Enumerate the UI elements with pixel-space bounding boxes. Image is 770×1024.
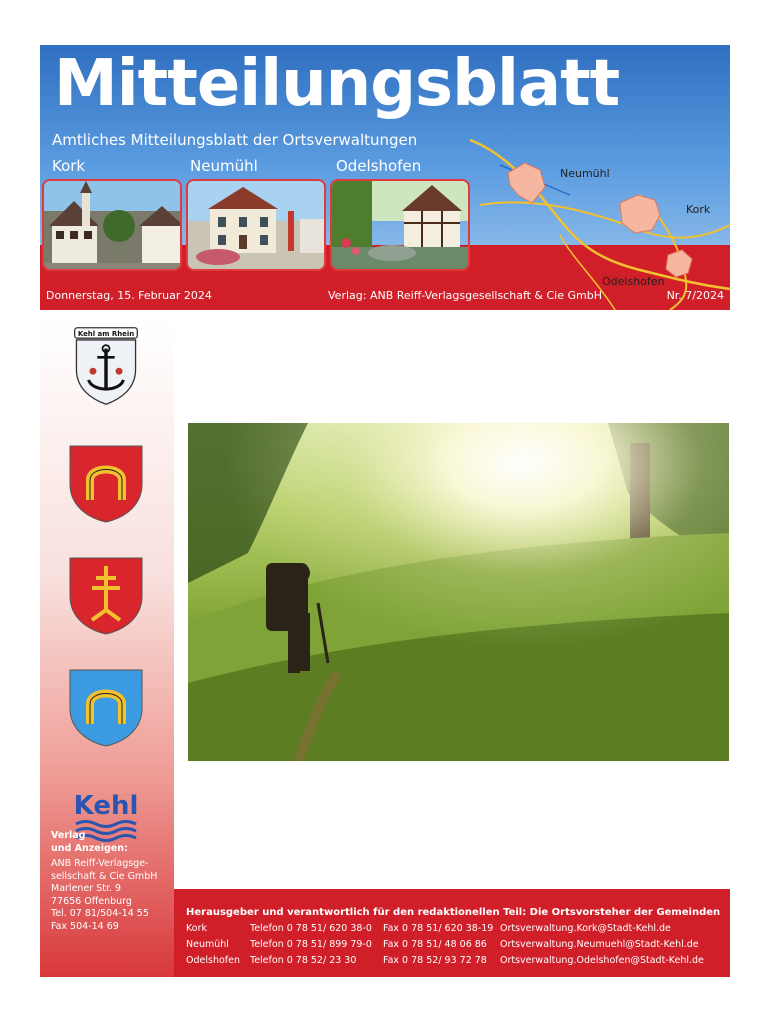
contact-fax: Fax 0 78 51/ 620 38-19 bbox=[383, 923, 494, 934]
editorial-heading: Herausgeber und verantwortlich für den redaktionellen Teil: Die Ortsvorsteher der Gemeinden bbox=[186, 907, 721, 918]
kehl-logo-text: Kehl bbox=[73, 791, 139, 821]
contact-fax: Fax 0 78 52/ 93 72 78 bbox=[383, 955, 487, 966]
sidebar-crests bbox=[40, 320, 174, 977]
verlag-heading-2: und Anzeigen: bbox=[51, 842, 128, 854]
contact-place: Neumühl bbox=[186, 939, 229, 950]
cross-crest-red bbox=[68, 556, 144, 636]
verlag-line: sellschaft & Cie GmbH bbox=[51, 870, 158, 882]
verlag-heading-1: Verlag bbox=[51, 830, 86, 841]
verlag-line: Marlener Str. 9 bbox=[51, 883, 122, 894]
horseshoe-crest-blue bbox=[68, 668, 144, 748]
map-label-neumuehl: Neumühl bbox=[560, 167, 610, 180]
place-label-odelshofen: Odelshofen bbox=[336, 157, 422, 175]
horseshoe-crest-red bbox=[68, 444, 144, 524]
publisher-line: Verlag: ANB Reiff-Verlagsgesellschaft & Cie GmbH bbox=[328, 289, 602, 302]
publication-title: Mitteilungsblatt bbox=[54, 47, 620, 121]
contact-email[interactable]: Ortsverwaltung.Neumuehl@Stadt-Kehl.de bbox=[500, 939, 699, 950]
contact-place: Odelshofen bbox=[186, 955, 240, 966]
map-label-kork: Kork bbox=[686, 203, 711, 216]
verlag-line: 77656 Offenburg bbox=[51, 895, 132, 907]
contact-email[interactable]: Ortsverwaltung.Kork@Stadt-Kehl.de bbox=[500, 923, 671, 934]
editorial-info-box bbox=[174, 889, 730, 977]
verlag-line: ANB Reiff-Verlagsge- bbox=[51, 858, 149, 869]
map-label-odelshofen: Odelshofen bbox=[602, 275, 665, 288]
contact-phone: Telefon 0 78 51/ 899 79-0 bbox=[250, 939, 372, 950]
place-label-kork: Kork bbox=[52, 157, 86, 175]
contact-place: Kork bbox=[186, 923, 207, 934]
verlag-line: Tel. 07 81/504-14 55 bbox=[51, 908, 149, 919]
contact-email[interactable]: Ortsverwaltung.Odelshofen@Stadt-Kehl.de bbox=[500, 955, 704, 966]
kehl-crest-label: Kehl am Rhein bbox=[77, 330, 135, 338]
area-map bbox=[40, 45, 730, 310]
publication-subtitle: Amtliches Mitteilungsblatt der Ortsverwaltungen bbox=[52, 131, 418, 149]
publisher-contact bbox=[51, 830, 176, 933]
issue-date: Donnerstag, 15. Februar 2024 bbox=[46, 289, 212, 302]
kehl-am-rhein-crest bbox=[68, 326, 144, 406]
title-page bbox=[40, 45, 730, 977]
contact-phone: Telefon 0 78 52/ 23 30 bbox=[250, 955, 357, 966]
masthead bbox=[40, 45, 730, 310]
place-label-neumuehl: Neumühl bbox=[190, 157, 258, 175]
cover-photo-hiker bbox=[188, 423, 729, 761]
contact-phone: Telefon 0 78 51/ 620 38-0 bbox=[250, 923, 372, 934]
issue-number: Nr. 7/2024 bbox=[666, 289, 724, 302]
verlag-line: Fax 504-14 69 bbox=[51, 920, 119, 932]
contact-fax: Fax 0 78 51/ 48 06 86 bbox=[383, 939, 487, 950]
